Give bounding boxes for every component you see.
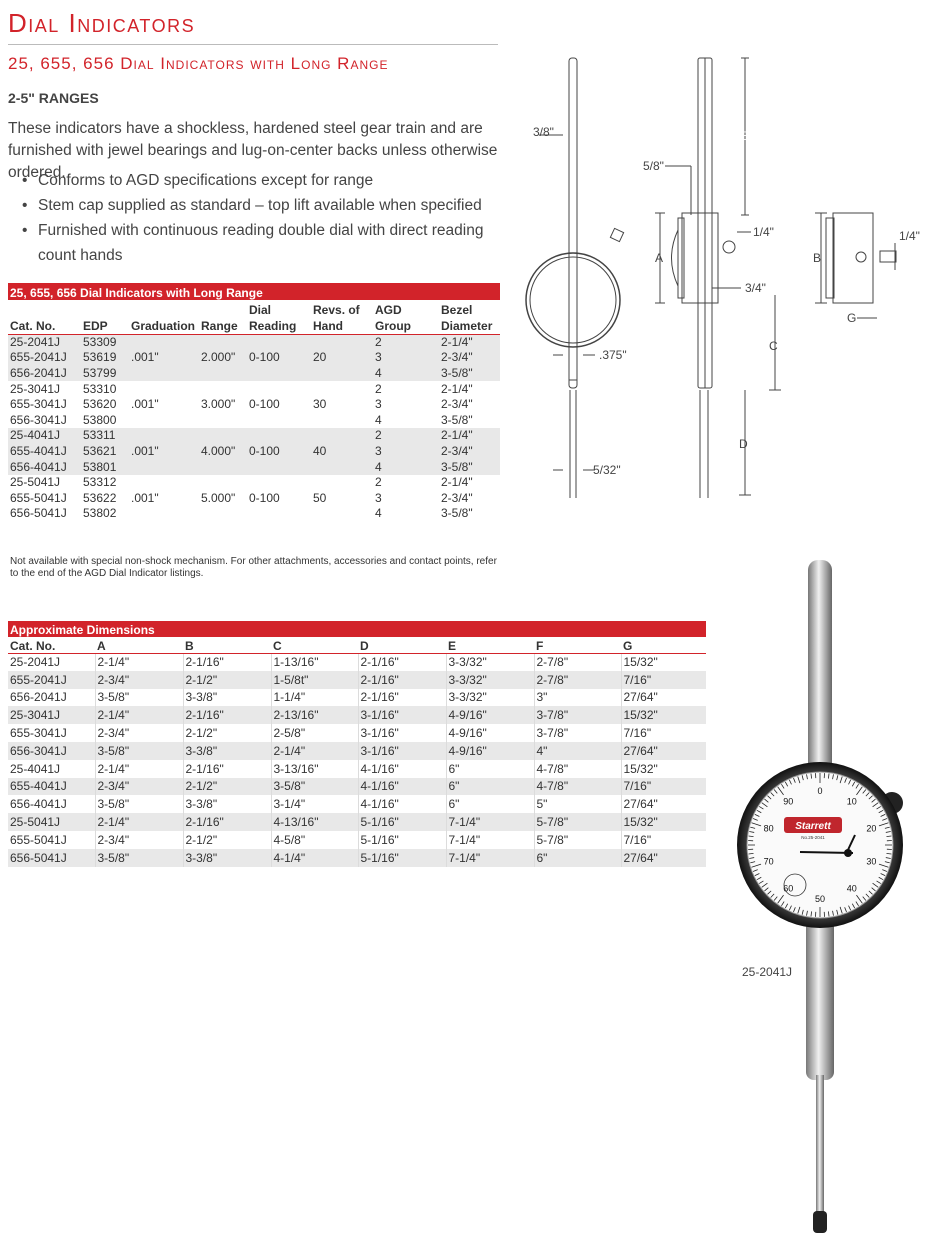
dim-row [8,813,706,831]
cell-bezel: 3-5/8" [441,506,473,521]
cell-range: 3.000" [201,397,236,412]
cell-agd-group: 2 [373,428,439,444]
dim-cell: 27/64" [623,797,658,812]
cell-bezel: 2-1/4" [439,428,500,444]
cell-agd-group: 2 [373,335,439,351]
cell-bezel: 2-3/4" [441,490,473,505]
dim-cell: 656-2041J [8,689,95,707]
cell-graduation: .001" [131,490,159,505]
cell-dial-reading [247,459,311,475]
dim-row [8,653,706,671]
col-header-bezel: Bezel Diameter [439,300,500,335]
label-top: 5/8" [643,159,664,173]
dial-number: 10 [846,796,857,807]
dim-cell: 4-5/8" [271,831,358,849]
dim-cell: 2-1/16" [358,653,446,671]
cell-revs: 50 [313,490,327,505]
dim-cell: 5-7/8" [534,831,621,849]
dial-number: 70 [763,856,774,867]
cell-graduation [129,459,199,475]
contact-point [813,1211,827,1233]
cell-dial-reading [247,366,311,382]
cell-cat_no: 656-4041J [8,459,81,475]
cell-graduation: .001" [129,350,199,366]
dim-cell: 2-3/4" [95,831,183,849]
dim-col-header: B [183,637,271,653]
cell-edp: 53309 [81,335,129,351]
dim-cell: 2-1/2" [183,778,271,796]
cell-edp: 53620 [83,397,117,412]
dim-row [8,689,706,707]
label-stem-cap: 3/8" [533,125,554,139]
cell-revs [311,366,373,382]
cell-dial-reading [247,506,311,522]
cell-agd-group: 4 [373,366,439,382]
cell-bezel: 2-1/4" [441,475,473,490]
cell-range: 4.000" [199,444,247,460]
dim-cell: 656-5041J [8,849,95,867]
spec-row [8,412,500,428]
dim-cell: 2-3/4" [95,724,183,742]
spindle [816,1075,824,1215]
cell-agd-group: 4 [373,459,439,475]
cell-range [199,475,247,491]
dim-cell: 3-5/8" [95,742,183,760]
dial-number: 40 [846,883,857,894]
dim-cell: 2-1/4" [95,653,183,671]
dim-cell: 3-1/4" [271,795,358,813]
dial-number: 80 [763,823,774,834]
dial-number: 60 [783,883,794,894]
dim-row [8,760,706,778]
cell-revs [311,475,373,491]
spec-row [8,381,500,397]
label-a: A [655,251,664,265]
dim-cell: 4-13/16" [271,813,358,831]
dim-col-header: A [95,637,183,653]
cell-cat_no: 655-4041J [8,444,81,460]
cell-revs [311,506,373,522]
cell-graduation [129,381,199,397]
col-header-graduation: Graduation [129,300,199,335]
dim-cell: 655-3041J [8,724,95,742]
cell-range: 5.000" [201,490,236,505]
dim-cell: 3-3/8" [183,689,271,707]
dim-cell: 2-1/16" [358,671,446,689]
label-g: G [847,311,857,325]
feature-item: • Conforms to AGD specifications except for range [22,168,512,193]
dial-number: 20 [866,823,877,834]
cell-edp: 53311 [81,428,129,444]
cell-revs [311,459,373,475]
dim-cell: 15/32" [623,655,658,670]
dim-cell: 2-1/16" [183,760,271,778]
dim-cell: 7-1/4" [446,813,534,831]
dim-cell: 4-7/8" [534,778,621,796]
cell-graduation [129,428,199,444]
dim-cell: 7-1/4" [446,831,534,849]
dim-cell: 2-1/2" [183,724,271,742]
dim-cell: 3-5/8" [271,778,358,796]
cell-agd-group: 3 [375,397,382,412]
cell-graduation [129,335,199,351]
dim-cell: 3" [534,689,621,707]
dim-cell: 15/32" [621,813,706,831]
label-e: E [741,129,750,143]
spec-row [8,444,500,460]
dim-col-header: C [271,637,358,653]
dim-col-header: D [358,637,446,653]
cell-range [199,335,247,351]
dim-cell: 2-1/4" [271,742,358,760]
section-subtitle: 25, 655, 656 Dial Indicators with Long Range [8,54,389,73]
cell-range: 2.000" [199,350,247,366]
dim-cell: 25-2041J [8,653,95,671]
dim-cell: 25-4041J [8,760,95,778]
ranges-heading: 2-5" RANGES [8,90,99,106]
cell-agd-group: 2 [375,475,382,490]
label-b: B [813,251,822,265]
dim-cell: 27/64" [621,849,706,867]
cell-cat_no: 655-2041J [8,350,81,366]
dim-cell: 3-3/8" [183,849,271,867]
cell-cat_no: 25-3041J [10,381,61,396]
cell-agd-group: 3 [373,444,439,460]
dim-cell: 4-9/16" [446,724,534,742]
cell-edp: 53312 [83,475,117,490]
dim-cell: 3-3/8" [183,795,271,813]
cell-revs [311,412,373,428]
dim-cell: 4-1/16" [358,795,446,813]
cell-bezel: 3-5/8" [441,412,473,427]
dim-cell: 2-1/16" [183,706,271,724]
col-header-edp: EDP [81,300,129,335]
cell-dial-reading [247,428,311,444]
dim-row [8,706,706,724]
product-description: These indicators have a shockless, hardened steel gear train and are furnished with jewel bearings and lug-on-center backs unless otherwise ordered. [8,120,498,181]
dim-cell: 15/32" [623,761,658,776]
photo-caption: 25-2041J [742,965,793,979]
cell-bezel: 2-1/4" [439,335,500,351]
spec-row [8,506,500,522]
cell-range [199,459,247,475]
cell-agd-group: 3 [375,490,382,505]
cell-edp: 53619 [81,350,129,366]
label-c: C [769,339,778,353]
cell-graduation [129,412,199,428]
dim-cell: 6" [446,760,534,778]
cell-bezel: 2-1/4" [441,381,473,396]
dim-col-header: F [534,637,621,653]
cell-dial-reading [247,475,311,491]
cell-graduation: .001" [131,397,159,412]
spec-table-title: 25, 655, 656 Dial Indicators with Long Range [8,283,500,300]
brand-logo: Starrett [795,821,831,832]
dim-cell: 2-1/16" [358,689,446,707]
dim-cell: 7/16" [621,778,706,796]
cell-revs [311,335,373,351]
dim-row [8,742,706,760]
col-header-revs: Revs. of Hand [311,300,373,335]
cell-revs: 20 [311,350,373,366]
dim-row [8,795,706,813]
dim-cell: 27/64" [623,690,658,705]
col-header-range: Range [199,300,247,335]
spec-row [8,490,500,506]
dim-cell: 5-1/16" [358,849,446,867]
dim-cell: 5-1/16" [358,831,446,849]
cell-edp: 53621 [81,444,129,460]
col-header-cat-no: Cat. No. [8,300,81,335]
label-back-right: 1/4" [899,229,920,243]
dimensions-table [8,621,706,867]
cell-dial-reading: 0-100 [247,350,311,366]
stem [808,560,832,790]
dial-number: 30 [866,856,877,867]
dim-cell: 4-7/8" [534,760,621,778]
dim-cell: 3-3/32" [446,671,534,689]
dim-cell: 3-5/8" [95,689,183,707]
dim-cell: 3-7/8" [534,706,621,724]
feature-item: • Furnished with continuous reading double dial with direct reading count hands [22,218,512,268]
dim-cell: 2-5/8" [271,724,358,742]
dial-number: 90 [783,796,794,807]
cell-bezel: 2-3/4" [439,350,500,366]
cell-bezel: 2-3/4" [441,397,473,412]
case-side [682,213,718,303]
dim-cell: 15/32" [621,706,706,724]
back-view [833,213,873,303]
cell-edp: 53310 [83,381,117,396]
cell-edp: 53799 [81,366,129,382]
cell-graduation [129,506,199,522]
dial-number: 0 [817,786,823,796]
cell-bezel: 3-5/8" [439,459,500,475]
dim-cell: 3-1/16" [358,706,446,724]
dim-cell: 3-3/32" [446,653,534,671]
cell-agd-group: 2 [375,381,382,396]
cell-edp: 53801 [81,459,129,475]
dim-cell: 4-1/16" [358,760,446,778]
dim-cell: 655-2041J [8,671,95,689]
dim-row [8,778,706,796]
dim-cell: 4-9/16" [446,706,534,724]
cell-cat_no: 656-2041J [8,366,81,382]
dim-cell: 6" [446,778,534,796]
dim-cell: 7/16" [623,832,652,847]
label-lug-hole: 1/4" [753,225,774,239]
cell-graduation: .001" [129,444,199,460]
dim-cell: 2-7/8" [534,653,621,671]
spec-row [8,428,500,444]
dim-cell: 1-5/8t" [271,671,358,689]
col-header-dial-reading: Dial Reading [247,300,311,335]
dim-cell: 2-1/4" [95,813,183,831]
cell-range [199,381,247,397]
dim-cell: 27/64" [621,742,706,760]
dim-cell: 5-1/16" [358,813,446,831]
dim-cell: 7/16" [623,726,652,741]
cell-dial-reading: 0-100 [247,444,311,460]
dim-cell: 6" [534,849,621,867]
cell-range [199,412,247,428]
cell-dial-reading [247,335,311,351]
dim-col-header: G [621,637,706,653]
label-stem-dia: .375" [599,348,627,362]
stem-outline [569,58,577,388]
dim-cell: 3-1/16" [358,742,446,760]
dim-cell: 1-13/16" [271,653,358,671]
lug-screw [610,228,623,241]
dial-number: 50 [814,894,826,904]
dim-row [8,671,706,689]
cell-range [199,506,247,522]
dim-cell: 3-3/8" [183,742,271,760]
dim-col-header: E [446,637,534,653]
dim-cell: 655-5041J [8,831,95,849]
cell-cat_no: 656-5041J [10,506,67,521]
dim-cell: 2-13/16" [271,706,358,724]
dim-row [8,724,706,742]
cell-edp: 53800 [83,412,117,427]
cell-cat_no: 655-3041J [10,397,67,412]
cell-bezel: 3-5/8" [439,366,500,382]
spec-row [8,350,500,366]
dim-cell: 3-7/8" [534,724,621,742]
spec-row [8,475,500,491]
cell-cat_no: 655-5041J [10,490,67,505]
dim-cell: 2-1/2" [183,831,271,849]
dim-col-header: Cat. No. [8,637,95,653]
page-title: Dial Indicators [8,8,196,38]
label-spindle-dia: 5/32" [593,463,621,477]
dim-row [8,849,706,867]
dim-cell: 3-1/16" [358,724,446,742]
spec-footnote: Not available with special non-shock mechanism. For other attachments, accessories and contact points, refer to the end of the AGD Dial Indicator listings. [10,556,497,579]
cell-graduation [129,366,199,382]
dim-cell: 2-7/8" [534,671,621,689]
dimension-drawing [515,50,935,502]
spec-row [8,366,500,382]
feature-list [22,168,512,268]
cell-graduation [129,475,199,491]
dim-cell: 3-5/8" [95,849,183,867]
cell-dial-reading: 0-100 [249,490,280,505]
dim-cell: 25-5041J [8,813,95,831]
dim-cell: 3-3/32" [446,689,534,707]
model-mark: No.25-2041 [801,835,825,840]
cell-revs [311,428,373,444]
feature-item: • Stem cap supplied as standard – top lift available when specified [22,193,512,218]
spec-row [8,335,500,351]
dim-cell: 2-1/16" [183,813,271,831]
spec-row [8,397,500,413]
cell-agd-group: 3 [373,350,439,366]
spec-table [8,283,500,522]
cell-bezel: 2-3/4" [439,444,500,460]
dim-cell: 2-3/4" [95,671,183,689]
dim-cell: 4-1/4" [271,849,358,867]
cell-dial-reading [247,412,311,428]
cell-range [199,428,247,444]
dim-cell: 2-3/4" [95,778,183,796]
dim-cell: 2-1/4" [95,706,183,724]
product-photo [720,555,920,1240]
dim-cell: 5-7/8" [534,813,621,831]
dim-cell: 6" [446,795,534,813]
cell-cat_no: 656-3041J [10,412,67,427]
bezel-outline [526,253,620,347]
cell-revs: 40 [311,444,373,460]
col-header-agd-group: AGD Group [373,300,439,335]
dim-row [8,831,706,849]
dim-cell: 2-1/16" [183,653,271,671]
cell-cat_no: 25-5041J [10,475,61,490]
cell-cat_no: 25-4041J [8,428,81,444]
cell-cat_no: 25-2041J [8,335,81,351]
dim-cell: 4" [534,742,621,760]
label-d: D [739,437,748,451]
spec-row [8,459,500,475]
dim-cell: 1-1/4" [271,689,358,707]
dim-cell: 655-4041J [8,778,95,796]
cell-dial-reading [247,381,311,397]
dim-cell: 2-1/4" [95,760,183,778]
dim-cell: 3-13/16" [271,760,358,778]
dim-cell: 2-1/2" [183,671,271,689]
dim-cell: 3-5/8" [95,795,183,813]
cell-dial-reading: 0-100 [249,397,280,412]
dim-cell: 25-3041J [8,706,95,724]
cell-revs [311,381,373,397]
dim-cell: 656-4041J [8,795,95,813]
dim-cell: 7/16" [621,671,706,689]
dim-cell: 4-9/16" [446,742,534,760]
cell-agd-group: 4 [375,506,382,521]
title-divider [8,44,498,45]
dim-cell: 4-1/16" [358,778,446,796]
cell-agd-group: 4 [375,412,382,427]
cell-revs: 30 [313,397,327,412]
cell-range [199,366,247,382]
dim-cell: 656-3041J [8,742,95,760]
stem-lower [806,915,834,1080]
cell-edp: 53802 [83,506,117,521]
dim-cell: 5" [534,795,621,813]
label-lug: 3/4" [745,281,766,295]
dimensions-table-title: Approximate Dimensions [8,621,706,637]
cell-edp: 53622 [83,490,117,505]
dim-cell: 7-1/4" [446,849,534,867]
